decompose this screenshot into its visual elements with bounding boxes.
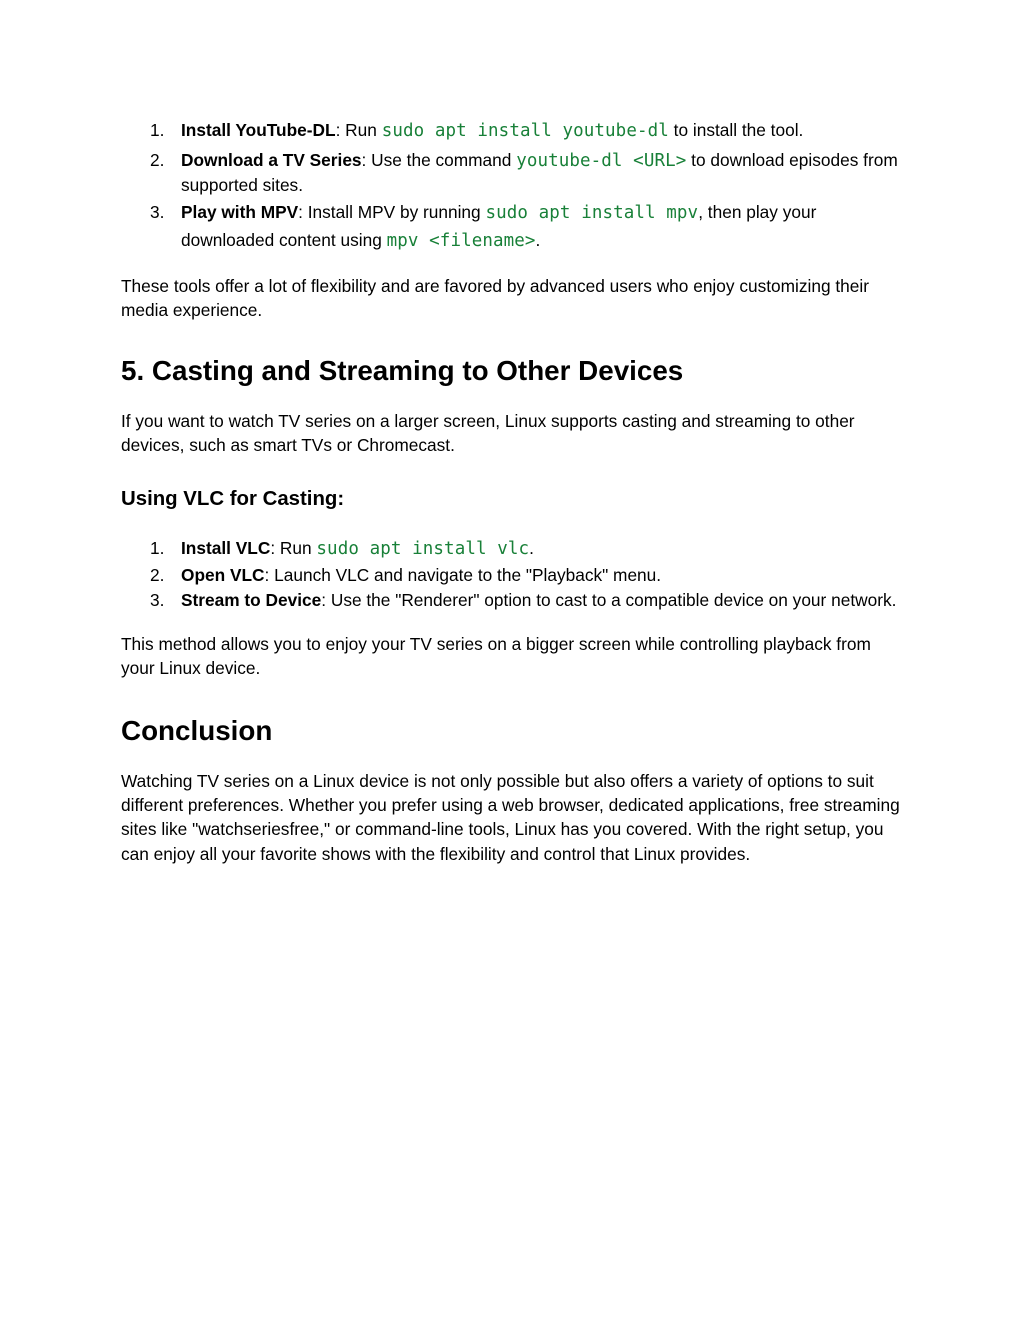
step-text: : Launch VLC and navigate to the "Playback" menu. bbox=[264, 565, 662, 586]
list-number: 3. bbox=[150, 201, 165, 222]
step-text: downloaded content using bbox=[181, 230, 387, 250]
list-item bbox=[121, 148, 906, 198]
list-item bbox=[121, 118, 906, 144]
step-title: Install YouTube-DL bbox=[181, 120, 336, 140]
list-item bbox=[121, 563, 906, 588]
section-heading: 5. Casting and Streaming to Other Devices bbox=[121, 355, 684, 387]
code-snippet: sudo apt install mpv bbox=[485, 202, 699, 223]
step-text: , then play your bbox=[698, 201, 817, 222]
subsection-heading: Using VLC for Casting: bbox=[121, 487, 345, 510]
section-heading: Conclusion bbox=[121, 714, 273, 746]
paragraph: If you want to watch TV series on a larger screen, Linux supports casting and streaming to other devices, such as smart TVs or Chromecast. bbox=[121, 411, 855, 456]
list-number: 3. bbox=[150, 589, 165, 610]
step-text: : Use the command bbox=[361, 149, 517, 170]
step-text: . bbox=[535, 230, 541, 250]
code-snippet: sudo apt install youtube-dl bbox=[381, 121, 669, 141]
paragraph: This method allows you to enjoy your TV series on a bigger screen while controlling playback from your Linux device. bbox=[121, 634, 871, 679]
step-text: to install the tool. bbox=[668, 120, 804, 140]
list-number: 1. bbox=[150, 120, 165, 140]
step-text: . bbox=[529, 537, 534, 558]
step-title: Open VLC bbox=[181, 565, 265, 586]
mpv-steps-list bbox=[121, 118, 906, 254]
code-snippet: youtube-dl <URL> bbox=[516, 150, 687, 171]
list-number: 2. bbox=[150, 565, 165, 586]
step-text: : Run bbox=[270, 537, 317, 558]
step-text: to download episodes from supported sites. bbox=[181, 149, 898, 195]
paragraph: Watching TV series on a Linux device is not only possible but also offers a variety of options to suit different preferences. Whether you prefer using a web browser, dedicated applications, free streaming sites like "watchseriesfree," or command-line tools, Linux has you covered. With the right setup, you can enjoy all your favorite shows with the flexibility and control that Linux provides. bbox=[121, 770, 900, 864]
step-text: : Install MPV by running bbox=[298, 201, 486, 222]
step-text-line2 bbox=[181, 228, 906, 254]
step-text: : Run bbox=[335, 120, 382, 140]
code-snippet: sudo apt install vlc bbox=[316, 538, 530, 559]
step-title: Install VLC bbox=[181, 537, 271, 558]
list-number: 2. bbox=[150, 149, 165, 170]
vlc-steps-list bbox=[121, 536, 906, 613]
step-title: Stream to Device bbox=[181, 589, 322, 610]
list-item bbox=[121, 536, 906, 562]
step-title: Play with MPV bbox=[181, 201, 299, 222]
step-text: : Use the "Renderer" option to cast to a compatible device on your network. bbox=[321, 589, 897, 610]
step-title: Download a TV Series bbox=[181, 149, 362, 170]
paragraph: These tools offer a lot of flexibility and are favored by advanced users who enjoy customizing their media experience. bbox=[121, 275, 869, 320]
list-number: 1. bbox=[150, 537, 165, 558]
document-page bbox=[121, 118, 906, 866]
list-item bbox=[121, 588, 906, 613]
list-item bbox=[121, 200, 906, 254]
code-snippet: mpv <filename> bbox=[386, 231, 536, 251]
